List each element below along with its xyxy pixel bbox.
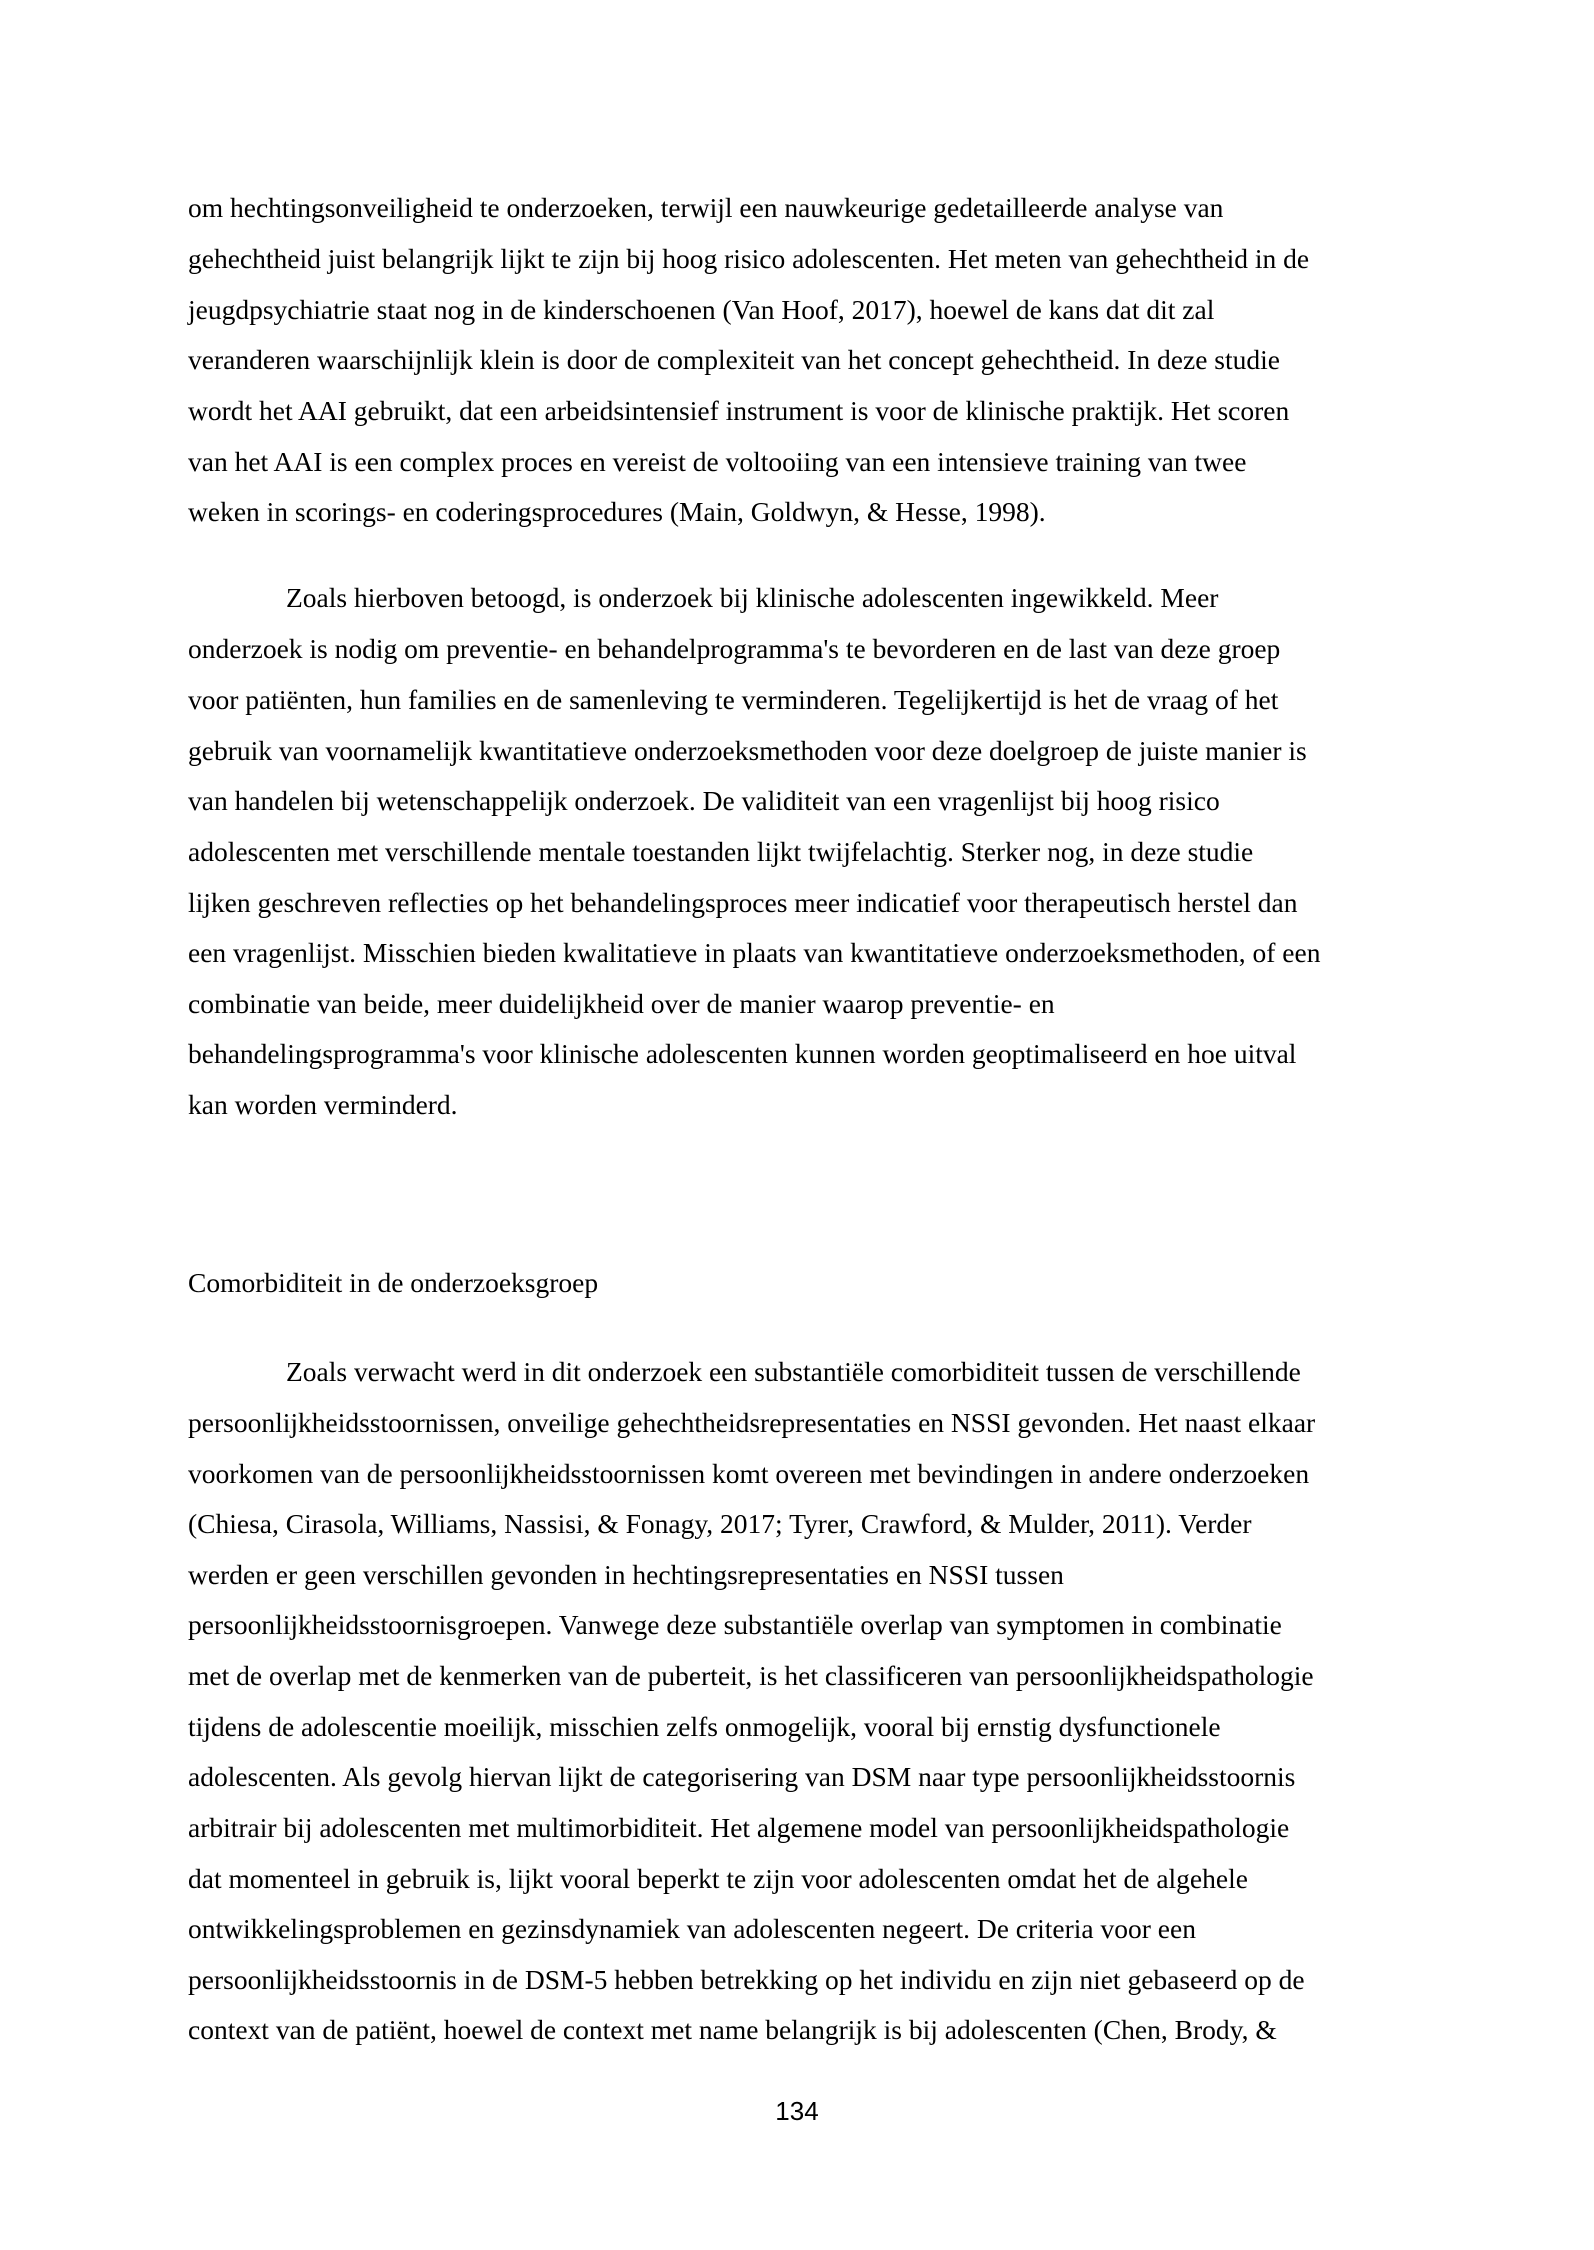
paragraph-2-line: behandelingsprogramma's voor klinische adolescenten kunnen worden geoptimaliseerd en hoe uitval [188,1038,1297,1069]
paragraph-1-line: veranderen waarschijnlijk klein is door de complexiteit van het concept gehechtheid. In deze studie [188,344,1280,375]
paragraph-3-line: voorkomen van de persoonlijkheidsstoornissen komt overeen met bevindingen in andere onderzoeken [188,1458,1310,1489]
paragraph-2-line: voor patiënten, hun families en de samenleving te verminderen. Tegelijkertijd is het de vraag of het [188,684,1279,715]
paragraph-3-line: dat momenteel in gebruik is, lijkt vooral beperkt te zijn voor adolescenten omdat het de algehele [188,1863,1248,1894]
paragraph-3-line: persoonlijkheidsstoornis in de DSM-5 hebben betrekking op het individu en zijn niet gebaseerd op de [188,1964,1305,1995]
paragraph-3-line: persoonlijkheidsstoornissen, onveilige gehechtheidsrepresentaties en NSSI gevonden. Het naast elkaar [188,1407,1316,1438]
paragraph-3-line: ontwikkelingsproblemen en gezinsdynamiek van adolescenten negeert. De criteria voor een [188,1913,1196,1944]
paragraph-1-line: jeugdpsychiatrie staat nog in de kinderschoenen (Van Hoof, 2017), hoewel de kans dat dit zal [188,294,1215,325]
paragraph-2-line: gebruik van voornamelijk kwantitatieve onderzoeksmethoden voor deze doelgroep de juiste manier is [188,735,1307,766]
page-number: 134 [775,2096,819,2126]
paragraph-2-line: Zoals hierboven betoogd, is onderzoek bij klinische adolescenten ingewikkeld. Meer [286,582,1219,613]
paragraph-2-line: van handelen bij wetenschappelijk onderzoek. De validiteit van een vragenlijst bij hoog risico [188,785,1220,816]
paragraph-3-line: werden er geen verschillen gevonden in hechtingsrepresentaties en NSSI tussen [188,1559,1064,1590]
paragraph-2-line: lijken geschreven reflecties op het behandelingsproces meer indicatief voor therapeutisch herstel dan [188,887,1298,918]
paragraph-1-line: om hechtingsonveiligheid te onderzoeken, terwijl een nauwkeurige gedetailleerde analyse van [188,192,1224,223]
paragraph-3-line: context van de patiënt, hoewel de context met name belangrijk is bij adolescenten (Chen, Brody, & [188,2014,1277,2045]
paragraph-2-line: kan worden verminderd. [188,1089,458,1120]
paragraph-2-line: combinatie van beide, meer duidelijkheid over de manier waarop preventie- en [188,988,1055,1019]
section-heading: Comorbiditeit in de onderzoeksgroep [188,1267,599,1298]
paragraph-2-line: adolescenten met verschillende mentale toestanden lijkt twijfelachtig. Sterker nog, in deze studie [188,836,1254,867]
paragraph-1-line: gehechtheid juist belangrijk lijkt te zijn bij hoog risico adolescenten. Het meten van gehechtheid in de [188,243,1310,274]
paragraph-1-line: wordt het AAI gebruikt, dat een arbeidsintensief instrument is voor de klinische praktijk. Het scoren [188,395,1290,426]
paragraph-3-line: Zoals verwacht werd in dit onderzoek een substantiële comorbiditeit tussen de verschillende [286,1356,1301,1387]
paragraph-3-line: met de overlap met de kenmerken van de puberteit, is het classificeren van persoonlijkheidspathologie [188,1660,1314,1691]
paragraph-1-line: van het AAI is een complex proces en vereist de voltooiing van een intensieve training van twee [188,446,1247,477]
paragraph-3-line: arbitrair bij adolescenten met multimorbiditeit. Het algemene model van persoonlijkheidspathologie [188,1812,1290,1843]
paragraph-3-line: persoonlijkheidsstoornisgroepen. Vanwege deze substantiële overlap van symptomen in combinatie [188,1609,1282,1640]
paragraph-3-line: adolescenten. Als gevolg hiervan lijkt de categorisering van DSM naar type persoonlijkheidsstoornis [188,1761,1296,1792]
paragraph-2-line: onderzoek is nodig om preventie- en behandelprogramma's te bevorderen en de last van deze groep [188,633,1281,664]
paragraph-3-line: tijdens de adolescentie moeilijk, misschien zelfs onmogelijk, vooral bij ernstig dysfunctionele [188,1711,1221,1742]
paragraph-1-line: weken in scorings- en coderingsprocedures (Main, Goldwyn, & Hesse, 1998). [188,496,1046,527]
paragraph-3-line: (Chiesa, Cirasola, Williams, Nassisi, & Fonagy, 2017; Tyrer, Crawford, & Mulder, 2011). Verder [188,1508,1252,1539]
paragraph-2-line: een vragenlijst. Misschien bieden kwalitatieve in plaats van kwantitatieve onderzoeksmethoden, of een [188,937,1321,968]
